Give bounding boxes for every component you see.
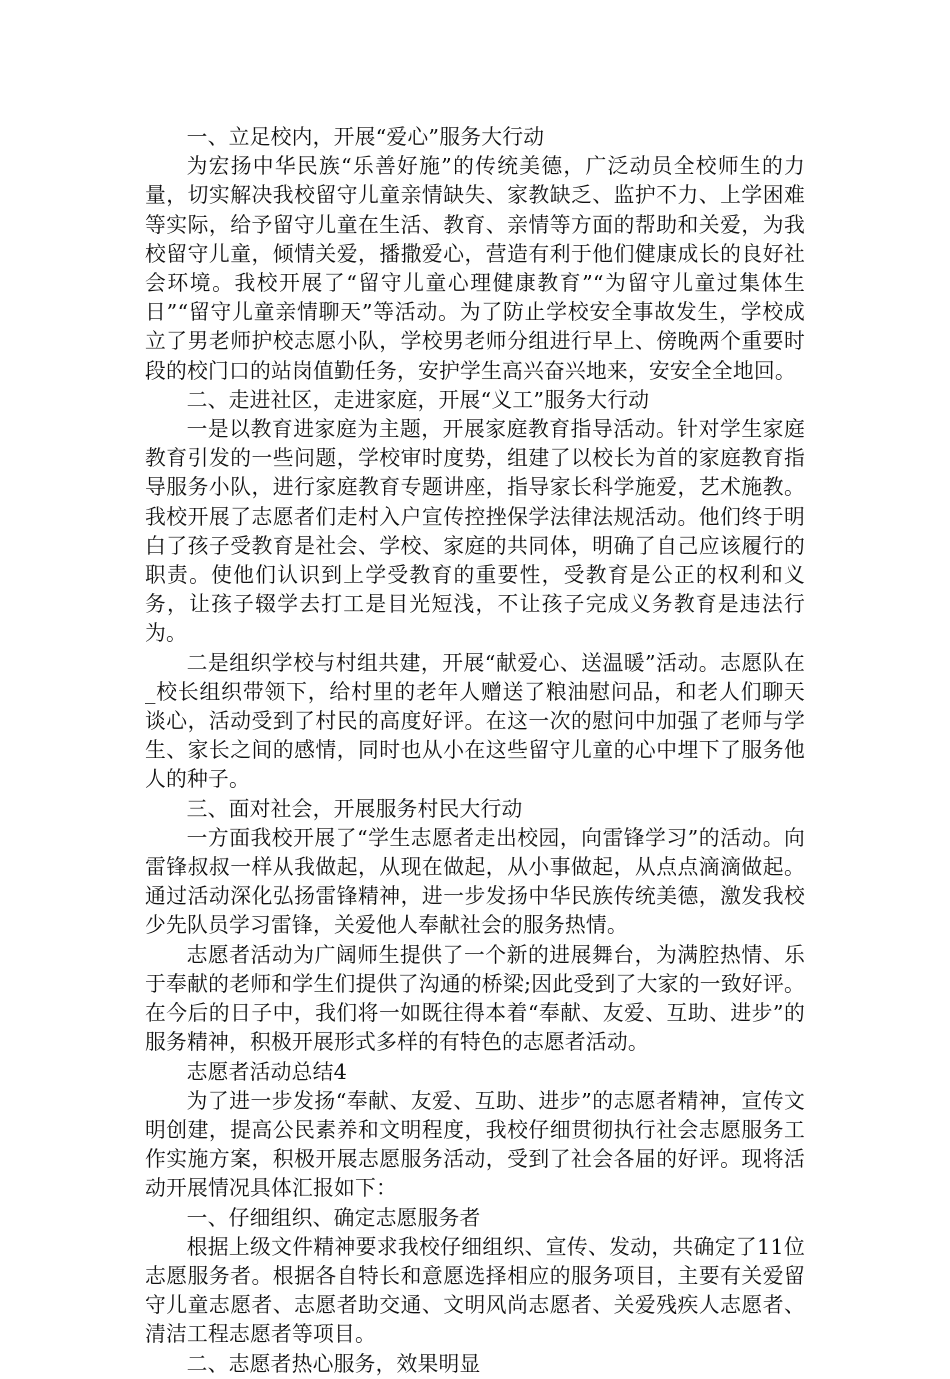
- section-heading-2: 二、走进社区，走进家庭，开展“义工”服务大行动: [186, 387, 650, 412]
- section-heading-4: 一、仔细组织、确定志愿服务者: [186, 1205, 481, 1230]
- paragraph-7: 根据上级文件精神要求我校仔细组织、宣传、发动，共确定了11位志愿服务者。根据各自特长和意愿选择相应的服务项目，主要有关爱留守儿童志愿者、志愿者助交通、文明风尚志愿者、关爱残疾人志愿者、清洁工程志愿者等项目。: [145, 1234, 805, 1347]
- paragraph-1: 为宏扬中华民族“乐善好施”的传统美德，广泛动员全校师生的力量，切实解决我校留守儿童亲情缺失、家教缺乏、监护不力、上学困难等实际，给予留守儿童在生活、教育、亲情等方面的帮助和关爱，为我校留守儿童，倾情关爱，播撒爱心，营造有利于他们健康成长的良好社会环境。我校开展了“留守儿童心理健康教育”“为留守儿童过集体生日”“留守儿童亲情聊天”等活动。为了防止学校安全事故发生，学校成立了男老师护校志愿小队，学校男老师分组进行早上、傍晚两个重要时段的校门口的站岗值勤任务，安护学生高兴奋兴地来，安安全全地回。: [145, 154, 805, 383]
- paragraph-5: 志愿者活动为广阔师生提供了一个新的进展舞台，为满腔热情、乐于奉献的老师和学生们提供了沟通的桥梁;因此受到了大家的一致好评。在今后的日子中，我们将一如既往得本着“奉献、友爱、互助、进步”的服务精神，积极开展形式多样的有特色的志愿者活动。: [145, 942, 805, 1055]
- section-heading-5: 二、志愿者热心服务，效果明显: [186, 1351, 481, 1376]
- paragraph-2: 一是以教育进家庭为主题，开展家庭教育指导活动。针对学生家庭教育引发的一些问题，学校审时度势，组建了以校长为首的家庭教育指导服务小队，进行家庭教育专题讲座，指导家长科学施爱，艺术施教。我校开展了志愿者们走村入户宣传控挫保学法律法规活动。他们终于明白了孩子受教育是社会、学校、家庭的共同体，明确了自己应该履行的职责。使他们认识到上学受教育的重要性，受教育是公正的权利和义务，让孩子辍学去打工是目光短浅，不让孩子完成义务教育是违法行为。: [145, 417, 805, 646]
- section-heading-1: 一、立足校内，开展“爱心”服务大行动: [186, 125, 545, 149]
- paragraph-4: 一方面我校开展了“学生志愿者走出校园，向雷锋学习”的活动。向雷锋叔叔一样从我做起，从现在做起，从小事做起，从点点滴滴做起。通过活动深化弘扬雷锋精神，进一步发扬中华民族传统美德，激发我校少先队员学习雷锋，关爱他人奉献社会的服务热情。: [145, 825, 805, 938]
- document-body: [145, 123, 805, 1379]
- paragraph-6: 为了进一步发扬“奉献、友爱、互助、进步”的志愿者精神，宣传文明创建，提高公民素养和文明程度，我校仔细贯彻执行社会志愿服务工作实施方案，积极开展志愿服务活动，受到了社会各届的好评。现将活动开展情况具体汇报如下：: [145, 1088, 805, 1201]
- section-heading-3: 三、面对社会，开展服务村民大行动: [186, 796, 523, 821]
- summary-title: 志愿者活动总结4: [186, 1059, 348, 1084]
- paragraph-3: 二是组织学校与村组共建，开展“献爱心、送温暖”活动。志愿队在_校长组织带领下，给村里的老年人赠送了粮油慰问品，和老人们聊天谈心，活动受到了村民的高度好评。在这一次的慰问中加强了老师与学生、家长之间的感情，同时也从小在这些留守儿童的心中埋下了服务他人的种子。: [145, 650, 805, 792]
